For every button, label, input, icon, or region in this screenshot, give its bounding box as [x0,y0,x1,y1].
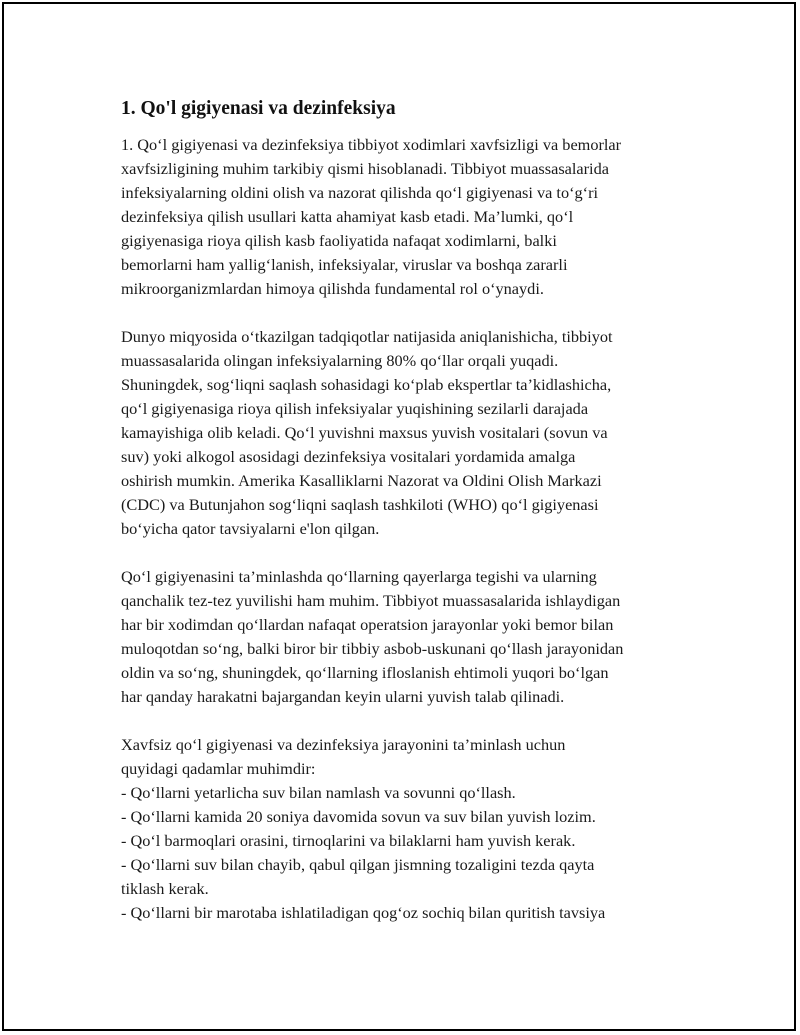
section-heading: 1. Qo'l gigiyenasi va dezinfeksiya [121,98,396,119]
document-body [121,96,696,925]
list-item: - Qo‘llarni yetarlicha suv bilan namlash va sovunni qo‘llash. [121,783,516,802]
paragraph-requirements: Qo‘l gigiyenasini ta’minlashda qo‘llarning qayerlarga tegishi va ularning qanchalik tez-tez yuvilishi ham muhim. Tibbiyot muassasalarida ishlaydigan har bir xodimdan qo‘llardan nafaqat operatsion jarayonlar yoki bemor bilan muloqotdan so‘ng, balki biror bir tibbiy asbob-uskunani qo‘llash jarayonidan oldin va so‘ng, shuningdek, qo‘llarning ifloslanish ehtimoli yuqori bo‘lgan har qanday harakatni bajargandan keyin ularni yuvish talab qilinadi. [121,567,624,706]
list-item: - Qo‘llarni suv bilan chayib, qabul qilgan jismning tozaligini tezda qayta tiklash kerak. [121,855,595,898]
paragraph-research: Dunyo miqyosida o‘tkazilgan tadqiqotlar natijasida aniqlanishicha, tibbiyot muassasalarida olingan infeksiyalarning 80% qo‘llar orqali yuqadi. Shuningdek, sog‘liqni saqlash sohasidagi ko‘plab ekspertlar ta’kidlashicha, qo‘l gigiyenasiga rioya qilish infeksiyalar yuqishining sezilarli darajada kamayishiga olib keladi. Qo‘l yuvishni maxsus yuvish vositalari (sovun va suv) yoki alkogol asosidagi dezinfeksiya vositalari yordamida amalga oshirish mumkin. Amerika Kasalliklarni Nazorat va Oldini Olish Markazi (CDC) va Butunjahon sog‘liqni saqlash tashkiloti (WHO) qo‘l gigiyenasi bo‘yicha qator tavsiyalarni e'lon qilgan. [121,327,613,538]
steps-intro: Xavfsiz qo‘l gigiyenasi va dezinfeksiya jarayonini ta’minlash uchun quyidagi qadamlar muhimdir: [121,735,566,778]
paragraph-intro: 1. Qo‘l gigiyenasi va dezinfeksiya tibbiyot xodimlari xavfsizligi va bemorlar xavfsizligining muhim tarkibiy qismi hisoblanadi. Tibbiyot muassasalarida infeksiyalarning oldini olish va nazorat qilishda qo‘l gigiyenasi va to‘g‘ri dezinfeksiya qilish usullari katta ahamiyat kasb etadi. Ma’lumki, qo‘l gigiyenasiga rioya qilish kasb faoliyatida nafaqat xodimlarni, balki bemorlarni ham yallig‘lanish, infeksiyalar, viruslar va boshqa zararli mikroorganizmlardan himoya qilishda fundamental rol o‘ynaydi. [121,135,622,298]
page-frame [2,2,796,1031]
list-item: - Qo‘llarni bir marotaba ishlatiladigan qog‘oz sochiq bilan quritish tavsiya [121,903,606,922]
steps-list [121,781,696,925]
list-item: - Qo‘llarni kamida 20 soniya davomida sovun va suv bilan yuvish lozim. [121,807,596,826]
list-item: - Qo‘l barmoqlari orasini, tirnoqlarini va bilaklarni ham yuvish kerak. [121,831,576,850]
